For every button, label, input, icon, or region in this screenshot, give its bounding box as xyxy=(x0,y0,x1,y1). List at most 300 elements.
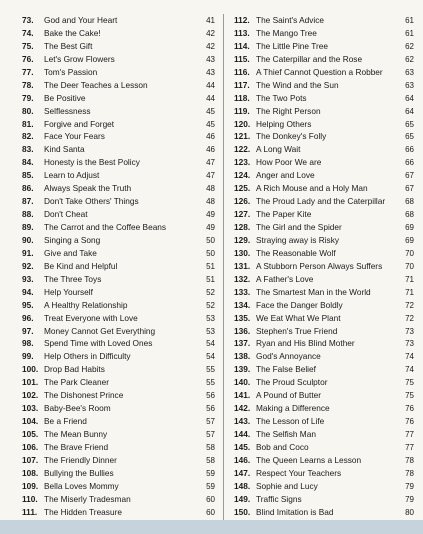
toc-entry-page: 65 xyxy=(405,132,414,142)
toc-entry-title: Honesty is the Best Policy xyxy=(44,157,140,168)
toc-entry xyxy=(234,118,414,131)
toc-entry-number: 108. xyxy=(22,467,39,478)
toc-entry xyxy=(22,441,215,454)
toc-entry-title: The Queen Learns a Lesson xyxy=(256,454,362,465)
toc-entry-number: 138. xyxy=(234,351,251,362)
toc-entry-number: 109. xyxy=(22,480,39,491)
toc-entry xyxy=(22,299,215,312)
toc-entry-page: 48 xyxy=(206,197,215,207)
toc-entry-page: 71 xyxy=(405,274,414,284)
toc-entry-number: 130. xyxy=(234,247,251,258)
toc-entry-page: 55 xyxy=(206,365,215,375)
toc-entry-title: A Pound of Butter xyxy=(256,390,322,401)
toc-entry-title: Face Your Fears xyxy=(44,131,105,142)
toc-entry xyxy=(234,40,414,53)
toc-entry-number: 97. xyxy=(22,325,34,336)
toc-entry-page: 73 xyxy=(405,339,414,349)
toc-entry-number: 113. xyxy=(234,27,250,38)
toc-entry-title: The Wind and the Sun xyxy=(256,79,339,90)
toc-entry-number: 115. xyxy=(234,53,250,64)
toc-entry-number: 126. xyxy=(234,196,251,207)
toc-entry-title: Let's Grow Flowers xyxy=(44,53,115,64)
toc-entry-title: The Best Gift xyxy=(44,40,93,51)
toc-entry xyxy=(234,247,414,260)
toc-entry-number: 86. xyxy=(22,183,34,194)
toc-entry-page: 67 xyxy=(405,171,414,181)
toc-entry xyxy=(234,312,414,325)
toc-entry-title: A Father's Love xyxy=(256,273,314,284)
toc-entry-page: 56 xyxy=(206,391,215,401)
toc-entry-title: Stephen's True Friend xyxy=(256,325,338,336)
toc-entry-page: 78 xyxy=(405,455,414,465)
toc-entry-title: A Stubborn Person Always Suffers xyxy=(256,260,383,271)
toc-entry xyxy=(234,363,414,376)
toc-entry-title: Give and Take xyxy=(44,247,97,258)
toc-entry-page: 58 xyxy=(206,455,215,465)
toc-entry xyxy=(234,27,414,40)
toc-entry-title: The Smartest Man in the World xyxy=(256,286,371,297)
toc-entry-page: 41 xyxy=(206,16,215,25)
toc-entry xyxy=(22,221,215,234)
toc-entry-page: 57 xyxy=(206,430,215,439)
toc-right-column xyxy=(224,14,414,532)
toc-entry xyxy=(22,325,215,338)
toc-entry-page: 48 xyxy=(206,184,215,194)
toc-entry xyxy=(22,53,215,66)
toc-entry xyxy=(22,337,215,350)
toc-entry-page: 51 xyxy=(206,261,215,271)
toc-entry-page: 65 xyxy=(405,119,414,129)
toc-entry-title: Making a Difference xyxy=(256,403,330,414)
toc-entry-title: The Proud Lady and the Caterpillar xyxy=(256,196,386,207)
toc-entry xyxy=(234,286,414,299)
toc-entry-page: 44 xyxy=(206,93,215,103)
toc-entry xyxy=(22,506,215,519)
toc-entry xyxy=(234,415,414,428)
toc-entry-title: Sophie and Lucy xyxy=(256,480,318,491)
toc-entry-number: 107. xyxy=(22,454,39,465)
toc-entry xyxy=(22,234,215,247)
toc-entry xyxy=(234,506,414,519)
toc-entry xyxy=(22,66,215,79)
toc-entry-title: How Poor We are xyxy=(256,157,322,168)
toc-entry-title: Be a Friend xyxy=(44,416,87,427)
toc-entry-page: 45 xyxy=(206,119,215,129)
toc-entry-title: Anger and Love xyxy=(256,170,315,181)
toc-entry-number: 116. xyxy=(234,66,250,77)
toc-entry-title: The Paper Kite xyxy=(256,209,312,220)
toc-entry-page: 70 xyxy=(405,248,414,258)
toc-entry-page: 70 xyxy=(405,261,414,271)
toc-entry-page: 74 xyxy=(405,352,414,362)
toc-entry-page: 68 xyxy=(405,197,414,207)
toc-entry-title: The Mean Bunny xyxy=(44,429,108,439)
toc-entry-number: 80. xyxy=(22,105,34,116)
toc-entry xyxy=(22,428,215,441)
toc-entry xyxy=(22,105,215,118)
toc-entry-number: 139. xyxy=(234,364,251,375)
toc-entry-number: 132. xyxy=(234,273,251,284)
toc-entry xyxy=(234,143,414,156)
toc-columns xyxy=(22,14,415,532)
toc-entry xyxy=(22,350,215,363)
toc-entry-number: 92. xyxy=(22,260,34,271)
toc-entry-page: 44 xyxy=(206,80,215,90)
toc-entry-number: 74. xyxy=(22,27,34,38)
toc-entry-page: 57 xyxy=(206,417,215,427)
toc-entry-page: 79 xyxy=(405,481,414,491)
toc-entry-page: 79 xyxy=(405,494,414,504)
toc-entry xyxy=(22,260,215,273)
toc-entry-title: God and Your Heart xyxy=(44,15,118,25)
toc-entry-page: 67 xyxy=(405,184,414,194)
toc-entry xyxy=(234,156,414,169)
toc-entry-page: 54 xyxy=(206,339,215,349)
toc-entry xyxy=(234,195,414,208)
toc-entry xyxy=(234,79,414,92)
toc-entry-title: The Hidden Treasure xyxy=(44,506,122,517)
toc-entry-title: Bullying the Bullies xyxy=(44,467,114,478)
toc-entry xyxy=(22,402,215,415)
toc-entry-title: Help Yourself xyxy=(44,286,93,297)
toc-entry-number: 127. xyxy=(234,209,251,220)
toc-entry-number: 137. xyxy=(234,338,251,349)
toc-entry-number: 75. xyxy=(22,40,34,51)
toc-entry-title: The Three Toys xyxy=(44,273,102,284)
toc-entry-title: Be Positive xyxy=(44,92,86,103)
toc-entry-number: 84. xyxy=(22,157,34,168)
toc-entry xyxy=(234,273,414,286)
toc-entry-title: The Two Pots xyxy=(256,92,307,103)
toc-entry-number: 102. xyxy=(22,390,39,401)
toc-entry-page: 42 xyxy=(206,41,215,51)
toc-entry xyxy=(22,14,215,27)
toc-entry-title: Helping Others xyxy=(256,118,312,129)
toc-entry-number: 117. xyxy=(234,79,250,90)
toc-entry-page: 78 xyxy=(405,468,414,478)
toc-entry-page: 54 xyxy=(206,352,215,362)
toc-entry-page: 61 xyxy=(405,16,414,25)
toc-entry xyxy=(234,169,414,182)
toc-entry-page: 64 xyxy=(405,106,414,116)
toc-entry-page: 71 xyxy=(405,287,414,297)
toc-entry-title: The Saint's Advice xyxy=(256,15,324,25)
toc-entry xyxy=(22,208,215,221)
toc-entry xyxy=(234,441,414,454)
toc-entry-title: The Mango Tree xyxy=(256,27,317,38)
toc-entry-page: 43 xyxy=(206,54,215,64)
toc-entry-number: 140. xyxy=(234,377,251,388)
toc-entry-number: 106. xyxy=(22,441,39,452)
toc-entry-number: 133. xyxy=(234,286,251,297)
toc-entry-number: 141. xyxy=(234,390,251,401)
toc-entry xyxy=(234,376,414,389)
toc-entry-number: 98. xyxy=(22,338,34,349)
toc-entry-title: Be Kind and Helpful xyxy=(44,260,118,271)
toc-entry-page: 47 xyxy=(206,171,215,181)
toc-entry-title: The Right Person xyxy=(256,105,321,116)
toc-entry-number: 119. xyxy=(234,105,250,116)
toc-entry-title: Selflessness xyxy=(44,105,91,116)
toc-entry xyxy=(234,105,414,118)
toc-entry-title: Ryan and His Blind Mother xyxy=(256,338,355,349)
toc-entry xyxy=(22,79,215,92)
toc-entry-number: 135. xyxy=(234,312,251,323)
toc-entry-page: 49 xyxy=(206,223,215,232)
toc-entry-page: 66 xyxy=(405,145,414,155)
toc-entry-number: 121. xyxy=(234,131,251,142)
toc-entry-title: Bob and Coco xyxy=(256,441,309,452)
toc-entry-number: 73. xyxy=(22,15,34,25)
toc-entry-page: 45 xyxy=(206,106,215,116)
toc-entry-page: 66 xyxy=(405,158,414,168)
toc-entry-title: Respect Your Teachers xyxy=(256,467,342,478)
toc-entry-page: 58 xyxy=(206,442,215,452)
toc-entry xyxy=(22,273,215,286)
toc-entry-number: 83. xyxy=(22,144,34,155)
toc-entry-number: 122. xyxy=(234,144,251,155)
toc-entry-number: 89. xyxy=(22,222,34,232)
toc-entry-page: 50 xyxy=(206,235,215,245)
toc-entry-number: 118. xyxy=(234,92,250,103)
toc-entry-title: Face the Danger Boldly xyxy=(256,299,343,310)
toc-entry-number: 87. xyxy=(22,196,34,207)
toc-entry xyxy=(234,337,414,350)
toc-entry xyxy=(22,195,215,208)
toc-entry-number: 105. xyxy=(22,429,39,439)
toc-entry-number: 104. xyxy=(22,416,39,427)
toc-entry-number: 82. xyxy=(22,131,34,142)
toc-entry-number: 91. xyxy=(22,247,34,258)
toc-entry-title: The Reasonable Wolf xyxy=(256,247,336,258)
toc-entry xyxy=(234,454,414,467)
toc-entry-number: 100. xyxy=(22,364,39,375)
toc-entry-number: 99. xyxy=(22,351,34,362)
toc-entry-page: 63 xyxy=(405,67,414,77)
toc-entry-page: 53 xyxy=(206,313,215,323)
toc-entry-page: 68 xyxy=(405,210,414,220)
toc-entry-page: 80 xyxy=(405,507,414,517)
toc-entry xyxy=(22,363,215,376)
toc-entry-page: 74 xyxy=(405,365,414,375)
toc-entry-page: 53 xyxy=(206,326,215,336)
toc-entry-title: The Park Cleaner xyxy=(44,377,110,388)
toc-entry-page: 49 xyxy=(206,210,215,220)
toc-entry xyxy=(234,325,414,338)
toc-entry xyxy=(22,376,215,389)
toc-entry-page: 73 xyxy=(405,326,414,336)
toc-entry-title: Traffic Signs xyxy=(256,493,302,504)
toc-entry-number: 94. xyxy=(22,286,34,297)
toc-entry xyxy=(22,480,215,493)
toc-entry-title: The Carrot and the Coffee Beans xyxy=(44,222,167,232)
toc-entry-number: 150. xyxy=(234,506,251,517)
toc-entry-number: 110. xyxy=(22,493,38,504)
toc-entry-number: 129. xyxy=(234,234,251,245)
toc-entry-page: 55 xyxy=(206,378,215,388)
toc-entry-number: 95. xyxy=(22,299,34,310)
toc-entry xyxy=(22,143,215,156)
toc-entry-page: 43 xyxy=(206,67,215,77)
toc-entry-page: 56 xyxy=(206,404,215,414)
toc-entry-page: 42 xyxy=(206,28,215,38)
toc-entry-title: The Donkey's Folly xyxy=(256,131,327,142)
toc-entry xyxy=(22,130,215,143)
toc-entry-title: The Proud Sculptor xyxy=(256,377,328,388)
toc-entry xyxy=(22,247,215,260)
toc-entry-number: 112. xyxy=(234,15,250,25)
toc-entry-title: Blind Imitation is Bad xyxy=(256,506,334,517)
toc-entry-page: 77 xyxy=(405,442,414,452)
toc-entry-title: Learn to Adjust xyxy=(44,170,100,181)
toc-entry-title: A Long Wait xyxy=(256,144,301,155)
toc-entry xyxy=(22,493,215,506)
toc-entry-title: The Selfish Man xyxy=(256,429,316,439)
toc-entry xyxy=(234,299,414,312)
toc-entry xyxy=(22,27,215,40)
toc-entry-page: 76 xyxy=(405,404,414,414)
toc-entry-page: 75 xyxy=(405,378,414,388)
toc-entry-page: 59 xyxy=(206,481,215,491)
toc-entry-title: We Eat What We Plant xyxy=(256,312,341,323)
toc-entry-page: 72 xyxy=(405,313,414,323)
toc-entry-title: The False Belief xyxy=(256,364,316,375)
toc-entry-title: Singing a Song xyxy=(44,234,101,245)
toc-entry-number: 76. xyxy=(22,53,34,64)
toc-entry xyxy=(234,66,414,79)
toc-entry-title: A Healthy Relationship xyxy=(44,299,128,310)
toc-entry xyxy=(22,182,215,195)
toc-entry-page: 72 xyxy=(405,300,414,310)
toc-entry-number: 78. xyxy=(22,79,34,90)
toc-entry-page: 69 xyxy=(405,235,414,245)
toc-entry-number: 143. xyxy=(234,416,251,427)
toc-entry-title: Kind Santa xyxy=(44,144,85,155)
toc-entry-number: 144. xyxy=(234,429,251,439)
toc-entry-page: 61 xyxy=(405,28,414,38)
toc-entry-title: God's Annoyance xyxy=(256,351,321,362)
toc-entry-number: 111. xyxy=(22,506,38,517)
toc-entry xyxy=(234,467,414,480)
toc-entry xyxy=(22,415,215,428)
toc-entry xyxy=(22,312,215,325)
toc-entry-page: 62 xyxy=(405,54,414,64)
toc-entry-title: The Little Pine Tree xyxy=(256,40,328,51)
toc-entry-title: Don't Take Others' Things xyxy=(44,196,139,207)
toc-entry-number: 90. xyxy=(22,234,34,245)
toc-entry-number: 142. xyxy=(234,403,251,414)
toc-entry xyxy=(234,53,414,66)
toc-entry-number: 79. xyxy=(22,92,34,103)
toc-entry xyxy=(234,130,414,143)
toc-entry-number: 136. xyxy=(234,325,251,336)
toc-entry-page: 50 xyxy=(206,248,215,258)
toc-entry-page: 46 xyxy=(206,132,215,142)
toc-entry-number: 85. xyxy=(22,170,34,181)
toc-entry-number: 101. xyxy=(22,377,39,388)
toc-entry-page: 62 xyxy=(405,41,414,51)
toc-left-column xyxy=(22,14,224,532)
toc-entry-title: Drop Bad Habits xyxy=(44,364,105,375)
toc-entry-page: 60 xyxy=(206,507,215,517)
toc-entry-title: Treat Everyone with Love xyxy=(44,312,138,323)
toc-entry-number: 149. xyxy=(234,493,251,504)
toc-entry xyxy=(234,208,414,221)
toc-entry-page: 63 xyxy=(405,80,414,90)
toc-entry-number: 147. xyxy=(234,467,251,478)
toc-entry-title: The Caterpillar and the Rose xyxy=(256,53,363,64)
toc-entry-title: Straying away is Risky xyxy=(256,234,339,245)
toc-entry-title: A Rich Mouse and a Holy Man xyxy=(256,183,368,194)
toc-entry-title: The Miserly Tradesman xyxy=(44,493,131,504)
toc-entry-page: 46 xyxy=(206,145,215,155)
toc-entry-page: 51 xyxy=(206,274,215,284)
toc-entry-page: 52 xyxy=(206,287,215,297)
toc-entry-number: 93. xyxy=(22,273,34,284)
toc-entry xyxy=(22,118,215,131)
toc-entry-title: The Deer Teaches a Lesson xyxy=(44,79,148,90)
toc-entry-number: 128. xyxy=(234,222,251,232)
toc-entry-number: 123. xyxy=(234,157,251,168)
toc-entry xyxy=(234,389,414,402)
toc-entry xyxy=(22,286,215,299)
toc-entry-title: The Friendly Dinner xyxy=(44,454,117,465)
toc-entry-title: Tom's Passion xyxy=(44,66,98,77)
toc-entry-title: A Thief Cannot Question a Robber xyxy=(256,66,383,77)
toc-entry xyxy=(234,92,414,105)
toc-entry xyxy=(22,467,215,480)
toc-entry-number: 88. xyxy=(22,209,34,220)
toc-entry-title: Money Cannot Get Everything xyxy=(44,325,156,336)
toc-entry-number: 131. xyxy=(234,260,251,271)
toc-entry xyxy=(234,402,414,415)
toc-entry-number: 103. xyxy=(22,403,39,414)
toc-entry-title: Baby-Bee's Room xyxy=(44,403,111,414)
toc-entry-number: 81. xyxy=(22,118,34,129)
toc-entry-number: 145. xyxy=(234,441,251,452)
toc-entry-page: 47 xyxy=(206,158,215,168)
toc-entry-number: 120. xyxy=(234,118,251,129)
toc-entry xyxy=(234,428,414,441)
toc-entry xyxy=(22,92,215,105)
toc-entry xyxy=(234,234,414,247)
toc-entry-title: Don't Cheat xyxy=(44,209,88,220)
toc-entry xyxy=(234,480,414,493)
toc-entry-number: 134. xyxy=(234,299,251,310)
toc-entry-page: 75 xyxy=(405,391,414,401)
toc-entry xyxy=(234,493,414,506)
toc-entry-title: The Lesson of Life xyxy=(256,416,325,427)
toc-entry-number: 77. xyxy=(22,66,34,77)
toc-entry-number: 125. xyxy=(234,183,251,194)
toc-entry-number: 96. xyxy=(22,312,34,323)
toc-entry xyxy=(22,40,215,53)
toc-entry-title: Bella Loves Mommy xyxy=(44,480,119,491)
toc-entry-page: 60 xyxy=(206,494,215,504)
toc-entry-page: 59 xyxy=(206,468,215,478)
toc-entry-title: The Brave Friend xyxy=(44,441,109,452)
page-bottom-band xyxy=(0,520,423,534)
toc-entry-title: Bake the Cake! xyxy=(44,27,101,38)
toc-entry xyxy=(234,182,414,195)
toc-entry xyxy=(234,350,414,363)
toc-entry-title: Help Others in Difficulty xyxy=(44,351,131,362)
toc-entry-title: The Dishonest Prince xyxy=(44,390,124,401)
toc-entry-number: 148. xyxy=(234,480,251,491)
toc-entry xyxy=(22,454,215,467)
toc-entry-number: 146. xyxy=(234,454,251,465)
toc-entry-title: Forgive and Forget xyxy=(44,118,115,129)
